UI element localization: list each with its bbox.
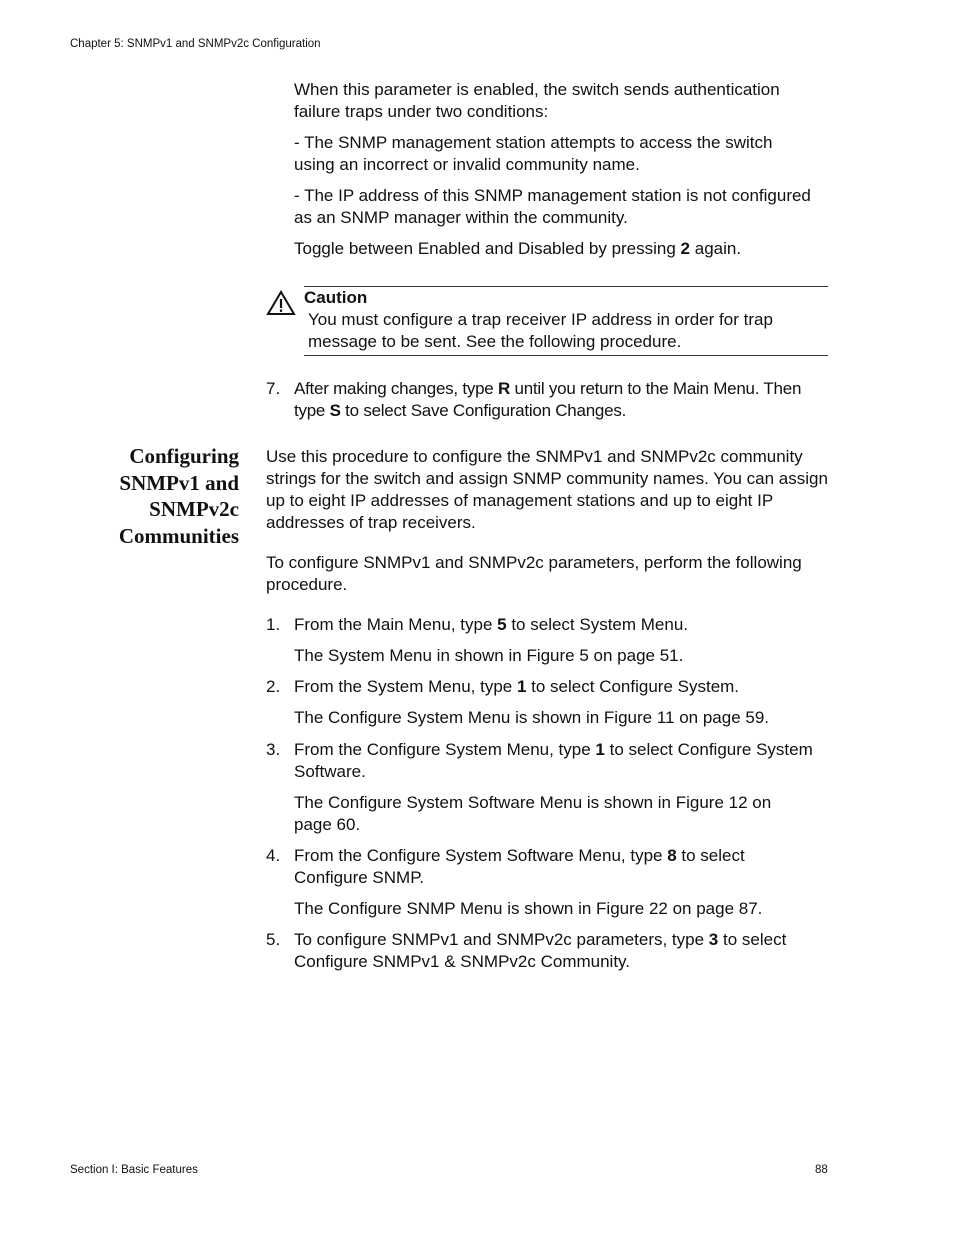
key-5: 5 bbox=[497, 615, 507, 634]
key-3: 3 bbox=[708, 930, 719, 949]
step-number: 2. bbox=[266, 677, 281, 696]
key-s: S bbox=[329, 401, 341, 420]
section-name: Section I: Basic Features bbox=[70, 1164, 198, 1176]
step-number: 3. bbox=[266, 740, 281, 759]
caution-top-rule bbox=[304, 286, 828, 287]
intro-paragraph-4: Toggle between Enabled and Disabled by pressing 2 again. bbox=[294, 239, 742, 258]
key-1: 1 bbox=[595, 740, 605, 759]
step-number: 7. bbox=[266, 379, 281, 398]
step-note: The Configure System Software Menu is shown in Figure 12 on page 60. bbox=[294, 793, 772, 834]
section-paragraph-2: To configure SNMPv1 and SNMPv2c parameters, perform the following procedure. bbox=[266, 553, 802, 594]
step-number: 1. bbox=[266, 615, 281, 634]
key-r: R bbox=[497, 379, 511, 398]
caution-bottom-rule bbox=[304, 355, 828, 356]
step-text: From the Configure System Software Menu, type 8 to select Configure SNMP. bbox=[294, 846, 745, 887]
section-heading: Configuring SNMPv1 and SNMPv2c Communities bbox=[118, 444, 239, 548]
step-text: From the System Menu, type 1 to select Configure System. bbox=[294, 677, 740, 696]
key-1: 1 bbox=[516, 677, 527, 696]
step-note: The System Menu in shown in Figure 5 on page 51. bbox=[294, 646, 684, 665]
warning-triangle-icon bbox=[266, 290, 296, 316]
intro-paragraph-1: When this parameter is enabled, the switch sends authentication failure traps under two conditions: bbox=[294, 80, 780, 121]
step-number: 4. bbox=[266, 846, 281, 865]
step-text: After making changes, type R until you return to the Main Menu. Then type S to select Save Configuration Changes. bbox=[294, 379, 802, 420]
key-2: 2 bbox=[680, 239, 691, 258]
step-number: 5. bbox=[266, 930, 281, 949]
key-8: 8 bbox=[667, 846, 677, 865]
chapter-title: Chapter 5: SNMPv1 and SNMPv2c Configuration bbox=[70, 38, 321, 50]
section-paragraph-1: Use this procedure to configure the SNMPv1 and SNMPv2c community strings for the switch and assign SNMP community names. You can assign up to eight IP addresses of management stations and up to eight IP addresses of trap receivers. bbox=[266, 447, 828, 532]
running-footer bbox=[70, 1164, 198, 1176]
caution-text: You must configure a trap receiver IP address in order for trap message to be sent. See the following procedure. bbox=[308, 310, 773, 351]
running-header bbox=[70, 38, 321, 50]
intro-paragraph-2: - The SNMP management station attempts to access the switch using an incorrect or invalid community name. bbox=[294, 133, 773, 174]
step-text: From the Configure System Menu, type 1 to select Configure System Software. bbox=[294, 740, 813, 781]
intro-paragraph-3: - The IP address of this SNMP management station is not configured as an SNMP manager within the community. bbox=[294, 186, 811, 227]
step-note: The Configure SNMP Menu is shown in Figure 22 on page 87. bbox=[294, 899, 763, 918]
step-text: From the Main Menu, type 5 to select System Menu. bbox=[294, 615, 689, 634]
caution-title: Caution bbox=[304, 288, 368, 307]
step-note: The Configure System Menu is shown in Figure 11 on page 59. bbox=[294, 708, 770, 727]
page-number: 88 bbox=[815, 1164, 828, 1176]
step-text: To configure SNMPv1 and SNMPv2c parameters, type 3 to select Configure SNMPv1 & SNMPv2c Community. bbox=[294, 930, 787, 971]
